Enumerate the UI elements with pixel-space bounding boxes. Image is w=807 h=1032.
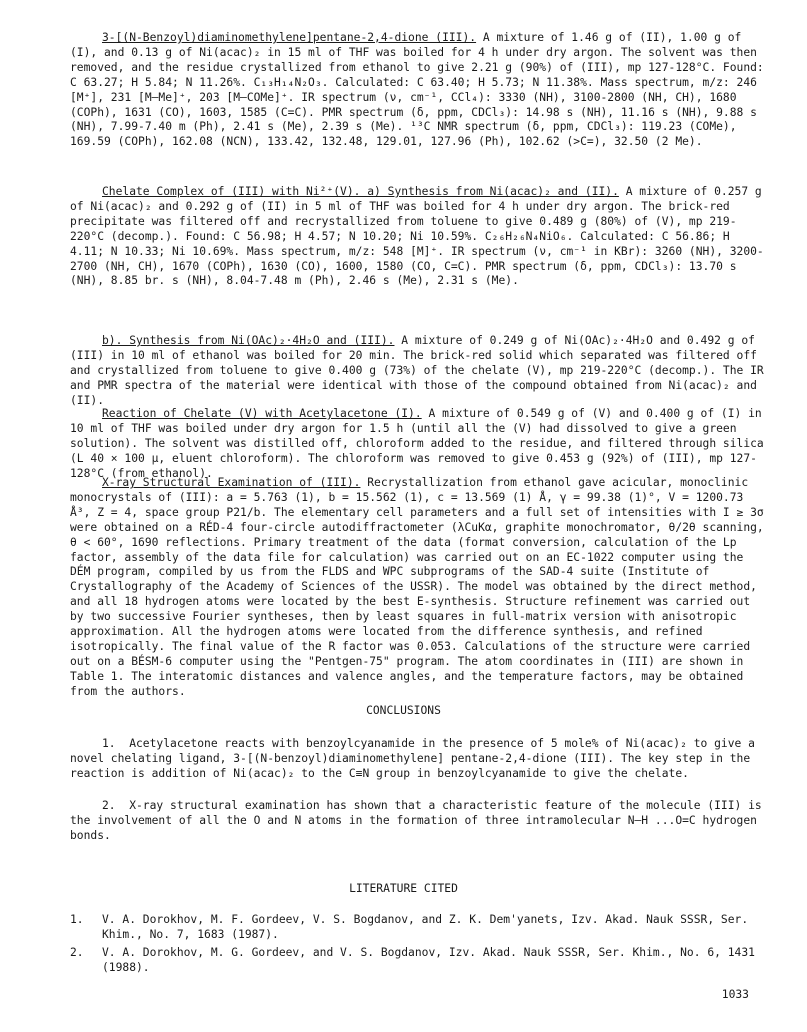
conclusion-item-1: 1. Acetylacetone reacts with benzoylcyanamide in the presence of 5 mole% of Ni(acac)₂ to give a novel chelating ligand, 3-[(N-benzoyl)diaminomethylene] pentane-2,4-dione (III). The key step in the reaction is addition of Ni(acac)₂ to the C≡N group in benzoylcyanamide to give the chelate.: [70, 737, 762, 780]
paragraph-body: A mixture of 1.46 g of (II), 1.00 g of (I), and 0.13 g of Ni(acac)₂ in 15 ml of THF was boiled for 4 h under dry argon. The solvent was then removed, and the residue crystallized from ethanol to give 2.21 g (90%) of (III), mp 127-128°C. Found: C 63.27; H 5.84; N 11.26%. C₁₃H₁₄N₂O₃. Calculated: C 63.40; H 5.73; N 11.38%. Mass spectrum, m/z: 246 [M⁺], 231 [M–Me]⁺, 203 [M–COMe]⁺. IR spectrum (ν, cm⁻¹, CCl₄): 3330 (NH), 3100-2800 (NH, CH), 1680 (COPh), 1631 (CO), 1603, 1585 (C=C). PMR spectrum (δ, ppm, CDCl₃): 14.98 s (NH), 11.16 s (NH), 9.88 s (NH), 7.99-7.40 m (Ph), 2.41 s (Me), 2.39 s (Me). ¹³C NMR spectrum (δ, ppm, CDCl₃): 119.23 (COMe), 169.59 (COPh), 162.08 (NCN), 133.42, 132.48, 129.01, 127.96 (Ph), 102.62 (>C=), 32.50 (2 Me).: [70, 31, 771, 149]
run-in-heading: Chelate Complex of (III) with Ni²⁺(V). a) Synthesis from Ni(acac)₂ and (II).: [102, 185, 619, 198]
paragraph-chelate-synthesis-a: [70, 185, 770, 289]
paragraph-chelate-synthesis-b: [70, 334, 770, 409]
paragraph-body: Recrystallization from ethanol gave acicular, monoclinic monocrystals of (III): a = 5.763 (1), b = 15.562 (1), c = 13.569 (1) Å, γ = 99.38 (1)°, V = 1200.73 Å³, Z = 4, space group P21/b. The elementary cell parameters and a full set of intensities with I ≥ 3σ were obtained on a RÉD-4 four-circle autodiffractometer (λCuKα, graphite monochromator, θ/2θ scanning, θ < 60°, 1690 reflections. Primary treatment of the data (format conversion, calculation of the Lp factor, assembly of the data file for calculation) was carried out on an EC-1022 computer using the DÉM program, compiled by us from the FLDS and WPC subprograms of the SAD-4 suite (Institute of Crystallography of the Academy of Sciences of the USSR). The model was obtained by the direct method, and all 18 hydrogen atoms were located by the best E-synthesis. Structure refinement was carried out by two successive Fourier syntheses, then by least squares in full-matrix version with anisotropic approximation. All the hydrogen atoms were located from the difference synthesis, and refined isotropically. The final value of the R factor was 0.053. Calculations of the structure were carried out on a BÉSM-6 computer using the "Pentgen-75" program. The atom coordinates in (III) are shown in Table 1. The interatomic distances and valence angles, and the temperature factors, may be obtained from the authors.: [70, 476, 771, 698]
reference-text: V. A. Dorokhov, M. G. Gordeev, and V. S. Bogdanov, Izv. Akad. Nauk SSSR, Ser. Khim., No. 6, 1431 (1988).: [102, 946, 762, 974]
page-number: 1033: [721, 988, 749, 1001]
reference-text: V. A. Dorokhov, M. F. Gordeev, V. S. Bogdanov, and Z. K. Dem'yanets, Izv. Akad. Nauk SSSR, Ser. Khim., No. 7, 1683 (1987).: [102, 913, 755, 941]
literature-cited-title: LITERATURE CITED: [349, 882, 458, 895]
reference-number: 1.: [70, 913, 84, 926]
reference-1: [70, 913, 770, 943]
paragraph-body: A mixture of 0.257 g of Ni(acac)₂ and 0.292 g of (II) in 5 ml of THF was boiled for 4 h under dry argon. The brick-red precipitate was filtered off and recrystallized from toluene to give 0.489 g (80%) of (V), mp 219-220°C (decomp.). Found: C 56.98; H 4.57; N 10.20; Ni 10.59%. C₂₆H₂₆N₄NiO₆. Calculated: C 56.86; H 4.11; N 10.33; Ni 10.69%. Mass spectrum, m/z: 548 [M]⁺. IR spectrum (ν, cm⁻¹ in KBr): 3260 (NH), 3200-2700 (NH, CH), 1670 (COPh), 1630 (CO), 1600, 1580 (CO, C=C). PMR spectrum (δ, ppm, CDCl₃): 13.70 s (NH), 8.85 br. s (NH), 8.04-7.48 m (Ph), 2.46 s (Me), 2.31 s (Me).: [70, 185, 769, 288]
run-in-heading: Reaction of Chelate (V) with Acetylacetone (I).: [102, 407, 422, 420]
reference-number: 2.: [70, 946, 84, 959]
conclusions-title: CONCLUSIONS: [366, 704, 441, 717]
reference-2: [70, 946, 770, 976]
run-in-heading: 3-[(N-Benzoyl)diaminomethylene]pentane-2,4-dione (III).: [102, 31, 477, 44]
run-in-heading: b). Synthesis from Ni(OAc)₂·4H₂O and (III).: [102, 334, 395, 347]
conclusion-item-2: 2. X-ray structural examination has shown that a characteristic feature of the molecule (III) is the involvement of all the O and N atoms in the formation of three intramolecular N–H ...O=C hydrogen bonds.: [70, 799, 769, 842]
paragraph-xray: [70, 476, 770, 700]
run-in-heading: X-ray Structural Examination of (III).: [102, 476, 361, 489]
paragraph-body: A mixture of 0.549 g of (V) and 0.400 g of (I) in 10 ml of THF was boiled under dry argon for 1.5 h (until all the (V) had dissolved to give a green solution). The solvent was distilled off, chloroform added to the residue, and filtered through silica (L 40 × 100 μ, eluent chloroform). The chloroform was removed to give 0.453 g (92%) of (III), mp 127-128°C (from ethanol).: [70, 407, 771, 480]
paragraph-synthesis-iii: [70, 31, 770, 150]
paragraph-body: A mixture of 0.249 g of Ni(OAc)₂·4H₂O and 0.492 g of (III) in 10 ml of ethanol was boiled for 20 min. The brick-red solid which separated was filtered off and crystallized from toluene to give 0.400 g (73%) of the chelate (V), mp 219-220°C (decomp.). The IR and PMR spectra of the material were identical with those of the compound obtained from Ni(acac)₂ and (II).: [70, 334, 771, 407]
paragraph-reaction-chelate: [70, 407, 770, 482]
